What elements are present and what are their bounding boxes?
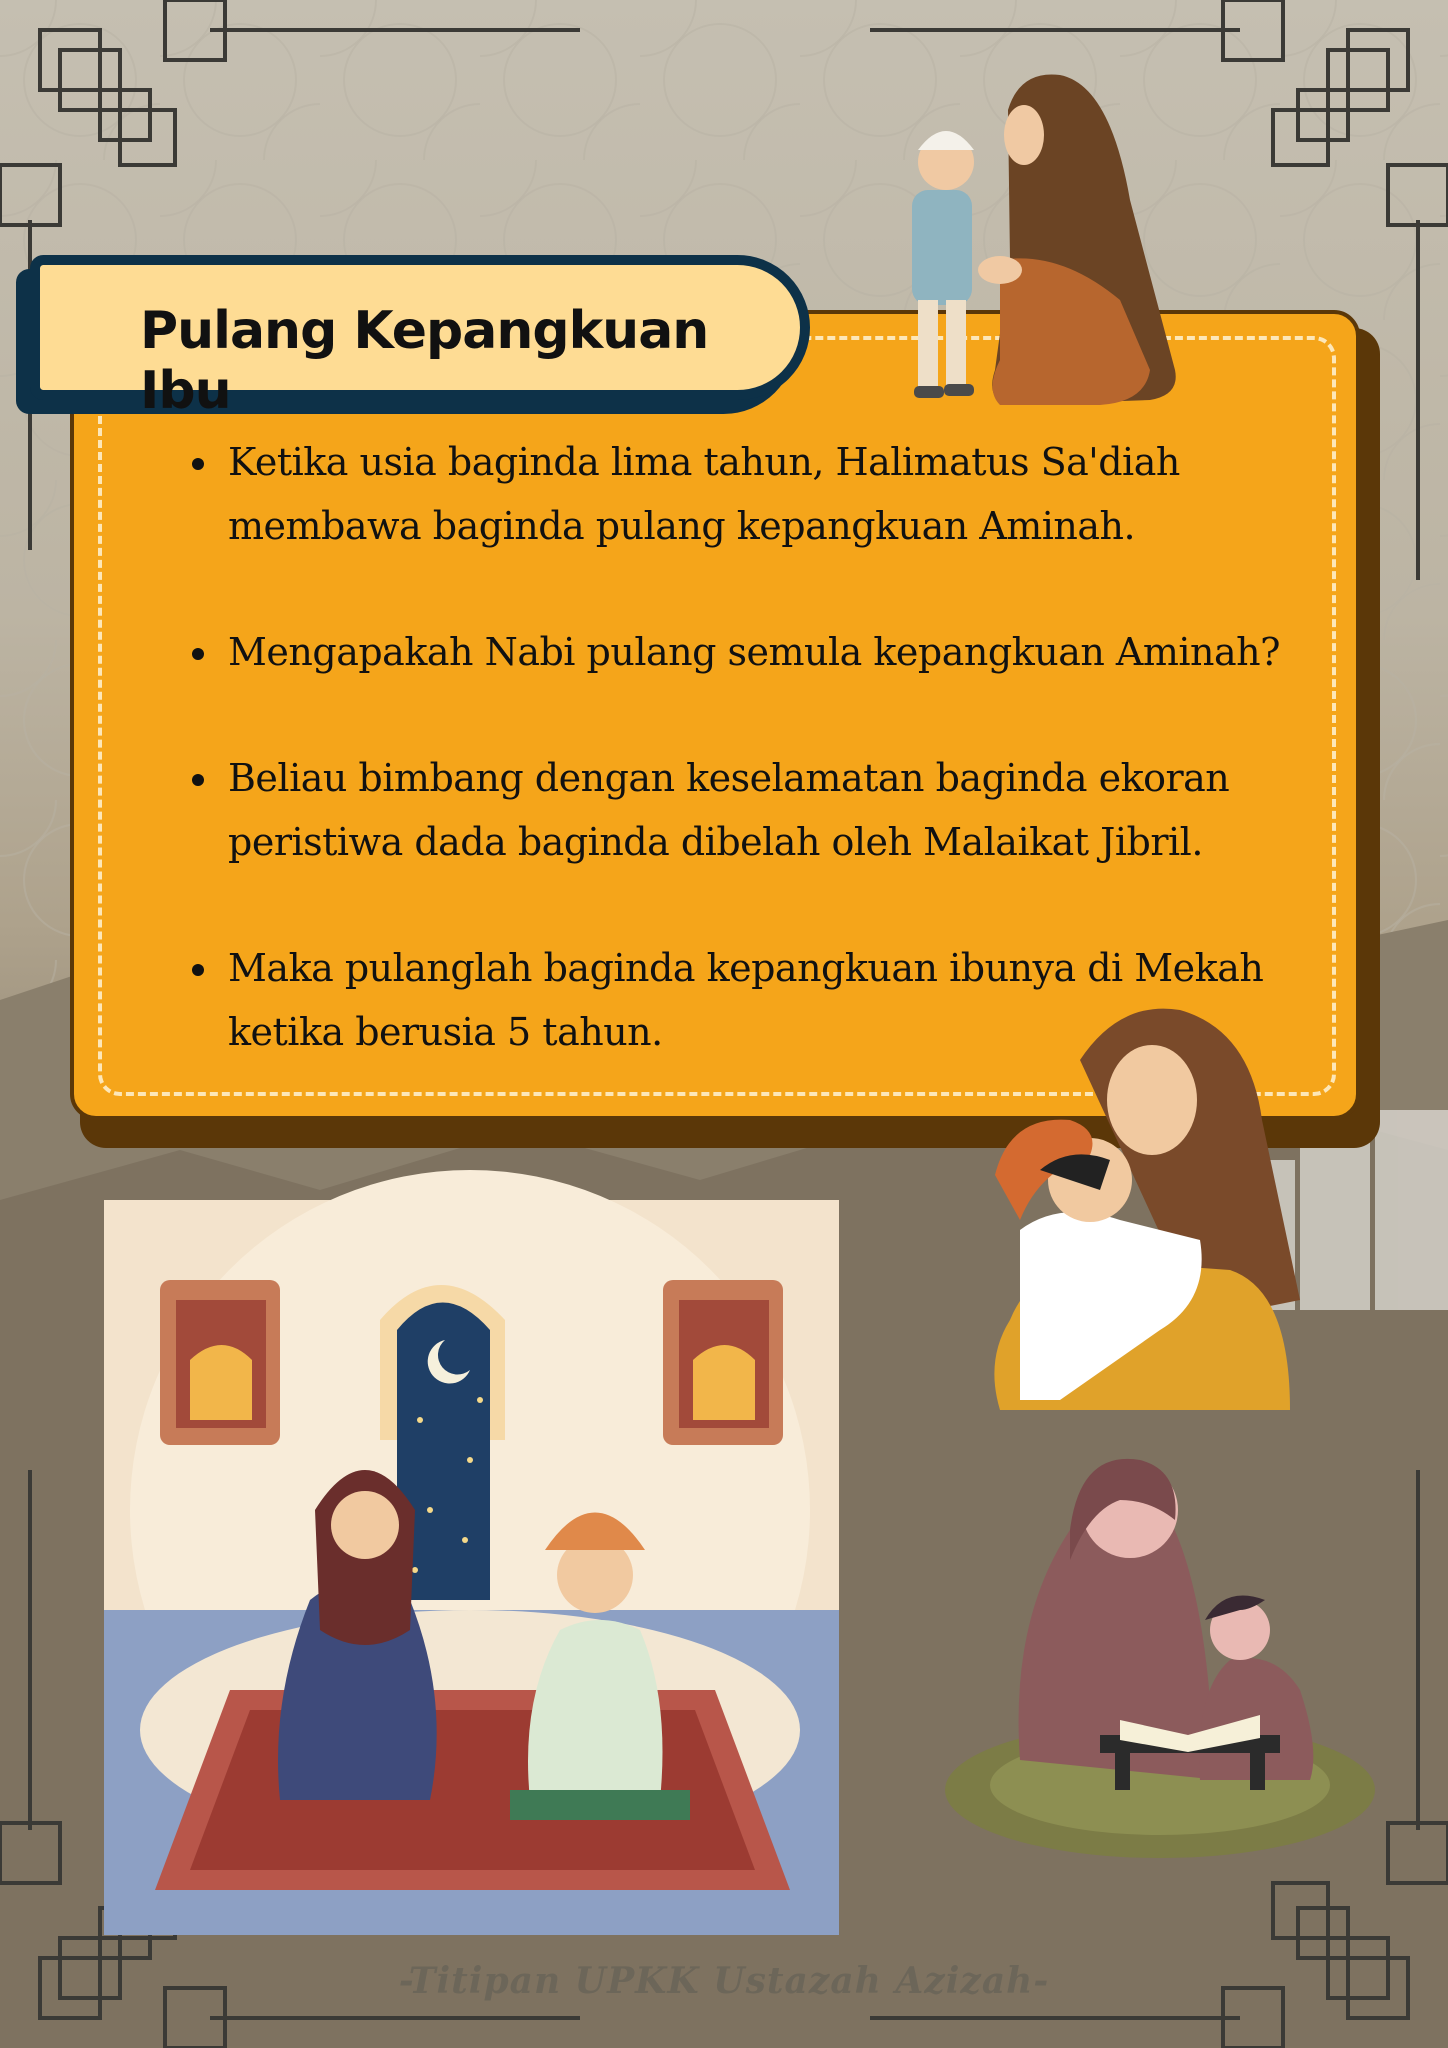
bullet-point: • Maka pulanglah baginda kepangkuan ibunya di Mekah ketika berusia 5 tahun. (222, 936, 1360, 1064)
footer-credit: -Titipan UPKK Ustazah Azizah- (398, 1960, 1050, 2002)
bullet-point: • Beliau bimbang dengan keselamatan baginda ekoran peristiwa dada baginda dibelah oleh Malaikat Jibril. (222, 746, 1360, 874)
bullet-list (150, 430, 1360, 1126)
page-title: Pulang Kepangkuan Ibu (140, 301, 709, 421)
bullet-point: • Ketika usia baginda lima tahun, Halimatus Sa'diah membawa baginda pulang kepangkuan Aminah. (222, 430, 1360, 558)
bullet-point: • Mengapakah Nabi pulang semula kepangkuan Aminah? (222, 620, 1360, 684)
